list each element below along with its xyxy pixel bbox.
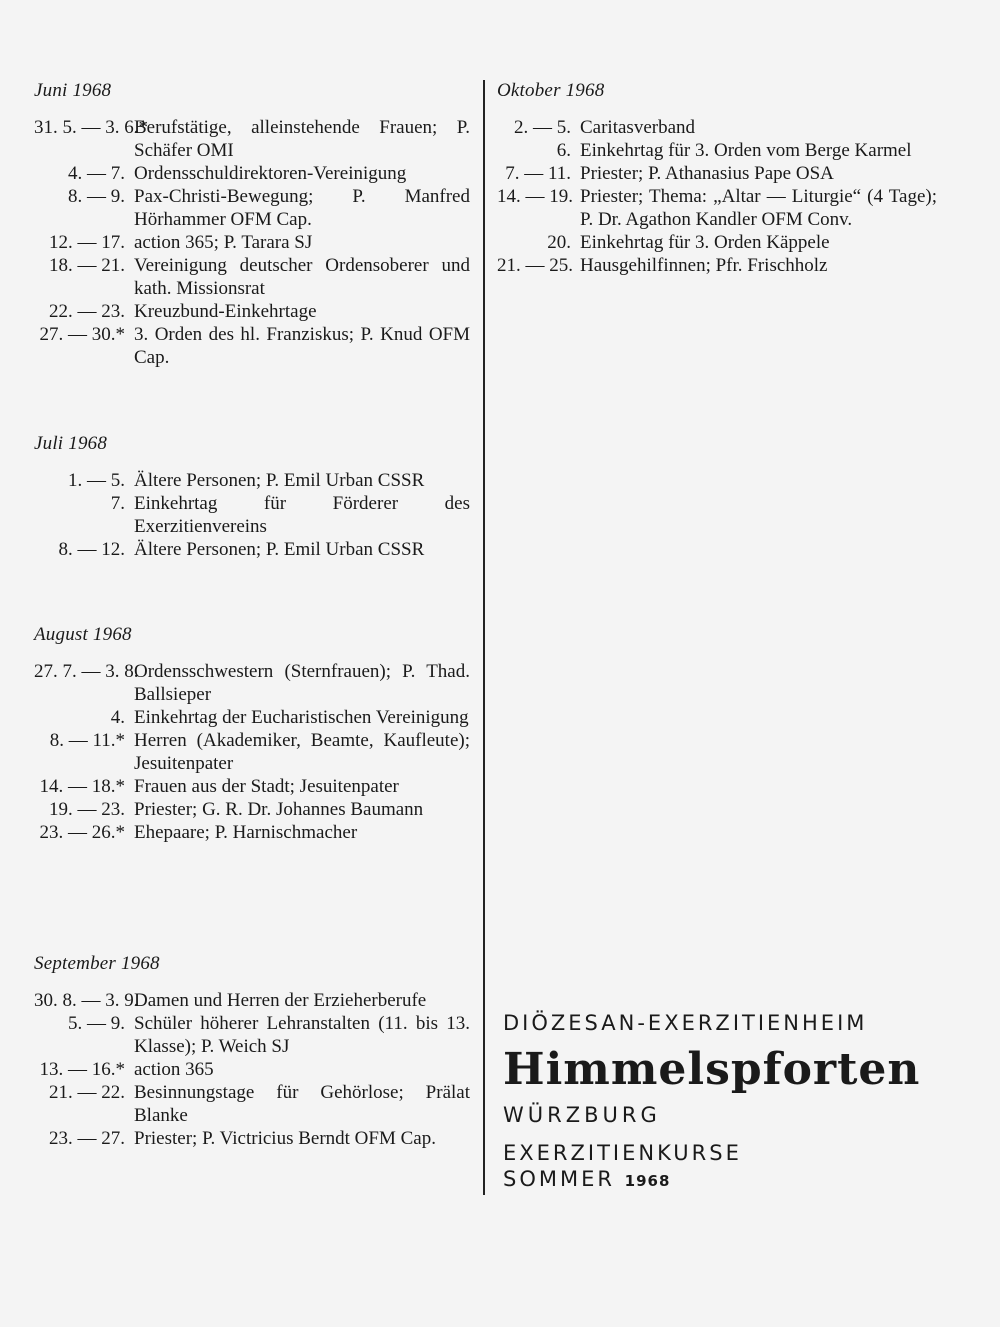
entry-description: Einkehrtag der Eucharistischen Vereinigung xyxy=(134,707,469,728)
column-divider xyxy=(483,80,485,1195)
schedule-entry xyxy=(34,116,470,162)
entry-description: 3. Orden des hl. Franziskus; P. Knud OFM Cap. xyxy=(134,324,470,368)
schedule-entry xyxy=(34,729,470,775)
section-juni xyxy=(34,80,470,369)
imprint-season xyxy=(503,1166,943,1194)
schedule-entry xyxy=(34,1012,470,1058)
entry-date: 2. — 5. xyxy=(514,117,571,138)
schedule-entry xyxy=(497,139,937,162)
entry-date: 21. — 22. xyxy=(49,1082,125,1103)
entry-date: 31. 5. — 3. 6.* xyxy=(34,117,148,138)
entry-date: 12. — 17. xyxy=(49,232,125,253)
section-juli xyxy=(34,433,470,561)
entry-date: 20. xyxy=(547,232,571,253)
entry-description: Schüler höherer Lehranstalten (11. bis 13. Klasse); P. Weich SJ xyxy=(134,1013,470,1057)
section-heading: Juli 1968 xyxy=(34,433,108,454)
schedule-entry xyxy=(34,492,470,538)
schedule-entry xyxy=(34,231,470,254)
entry-description: Priester; P. Athanasius Pape OSA xyxy=(580,163,834,184)
entry-description: action 365 xyxy=(134,1059,214,1080)
entry-description: Ältere Personen; P. Emil Urban CSSR xyxy=(134,539,425,560)
schedule-entry xyxy=(34,538,470,561)
entry-date: 19. — 23. xyxy=(49,799,125,820)
entry-description: Herren (Akademiker, Beamte, Kaufleute); Jesuitenpater xyxy=(134,730,470,774)
entry-date: 1. — 5. xyxy=(68,470,125,491)
section-oktober xyxy=(497,80,937,277)
entry-description: Hausgehilfinnen; Pfr. Frischholz xyxy=(580,255,828,276)
imprint-courses: EXERZITIENKURSE xyxy=(503,1141,742,1165)
entry-date: 21. — 25. xyxy=(497,255,573,276)
schedule-entry xyxy=(34,1127,470,1150)
entry-description: Ehepaare; P. Harnischmacher xyxy=(134,822,358,843)
schedule-entry xyxy=(497,231,937,254)
schedule-entry xyxy=(34,1081,470,1127)
schedule-entry xyxy=(34,300,470,323)
schedule-entry xyxy=(497,116,937,139)
entry-date: 27. 7. — 3. 8. xyxy=(34,661,139,682)
schedule-entry xyxy=(34,775,470,798)
schedule-entry xyxy=(34,798,470,821)
entry-description: Pax-Christi-Bewegung; P. Manfred Hörhammer OFM Cap. xyxy=(134,186,470,230)
section-heading: Juni 1968 xyxy=(34,80,112,101)
entry-date: 8. — 12. xyxy=(58,539,125,560)
entry-description: Besinnungstage für Gehörlose; Prälat Blanke xyxy=(134,1082,470,1126)
entry-description: Einkehrtag für 3. Orden Käppele xyxy=(580,232,830,253)
entry-date: 8. — 11.* xyxy=(49,730,125,751)
entry-date: 4. xyxy=(110,707,125,728)
entry-date: 14. — 19. xyxy=(497,186,573,207)
entry-date: 18. — 21. xyxy=(49,255,125,276)
entry-description: Vereinigung deutscher Ordensoberer und kath. Missionsrat xyxy=(134,255,470,299)
imprint-title: Himmelspforten xyxy=(503,1044,921,1095)
entry-description: Kreuzbund-Einkehrtage xyxy=(134,301,317,322)
entry-description: Damen und Herren der Erzieherberufe xyxy=(134,990,427,1011)
entry-description: Priester; G. R. Dr. Johannes Baumann xyxy=(134,799,424,820)
entry-list xyxy=(497,116,937,277)
entry-date: 23. — 27. xyxy=(49,1128,125,1149)
entry-description: Priester; P. Victricius Berndt OFM Cap. xyxy=(134,1128,436,1149)
entry-date: 22. — 23. xyxy=(49,301,125,322)
entry-description: Frauen aus der Stadt; Jesuitenpater xyxy=(134,776,399,797)
schedule-entry xyxy=(34,706,470,729)
entry-date: 30. 8. — 3. 9. xyxy=(34,990,139,1011)
schedule-entry xyxy=(497,254,937,277)
schedule-entry xyxy=(34,821,470,844)
schedule-entry xyxy=(34,1058,470,1081)
section-heading: August 1968 xyxy=(34,624,132,645)
section-september xyxy=(34,953,470,1150)
entry-list xyxy=(34,116,470,369)
imprint-block xyxy=(503,1010,943,1194)
entry-description: Priester; Thema: „Altar — Liturgie“ (4 Tage); P. Dr. Agathon Kandler OFM Conv. xyxy=(580,186,937,230)
section-heading: Oktober 1968 xyxy=(497,80,605,101)
entry-date: 4. — 7. xyxy=(68,163,125,184)
entry-description: Ordensschwestern (Sternfrauen); P. Thad. Ballsieper xyxy=(134,661,470,705)
entry-description: Einkehrtag für Förderer des Exerzitienvereins xyxy=(134,493,470,537)
entry-date: 14. — 18.* xyxy=(39,776,125,797)
schedule-entry xyxy=(34,469,470,492)
schedule-entry xyxy=(34,254,470,300)
imprint-season-label: SOMMER xyxy=(503,1167,615,1191)
entry-date: 23. — 26.* xyxy=(39,822,125,843)
entry-description: Ordensschuldirektoren-Vereinigung xyxy=(134,163,407,184)
imprint-institution: DIÖZESAN-EXERZITIENHEIM xyxy=(503,1011,868,1035)
entry-list xyxy=(34,989,470,1150)
imprint-year: 1968 xyxy=(624,1172,671,1190)
entry-list xyxy=(34,660,470,844)
entry-description: Berufstätige, alleinstehende Frauen; P. Schäfer OMI xyxy=(134,117,470,161)
entry-description: Caritasverband xyxy=(580,117,696,138)
schedule-entry xyxy=(34,323,470,369)
entry-date: 13. — 16.* xyxy=(39,1059,125,1080)
entry-date: 6. xyxy=(556,140,571,161)
entry-date: 8. — 9. xyxy=(68,186,125,207)
schedule-entry xyxy=(34,989,470,1012)
schedule-entry xyxy=(34,660,470,706)
entry-description: Ältere Personen; P. Emil Urban CSSR xyxy=(134,470,425,491)
schedule-entry xyxy=(497,162,937,185)
entry-description: action 365; P. Tarara SJ xyxy=(134,232,313,253)
entry-date: 5. — 9. xyxy=(68,1013,125,1034)
entry-description: Einkehrtag für 3. Orden vom Berge Karmel xyxy=(580,140,912,161)
entry-list xyxy=(34,469,470,561)
section-august xyxy=(34,624,470,844)
schedule-entry xyxy=(34,185,470,231)
schedule-entry xyxy=(34,162,470,185)
imprint-city: WÜRZBURG xyxy=(503,1103,661,1127)
entry-date: 7. — 11. xyxy=(505,163,571,184)
entry-date: 7. xyxy=(110,493,125,514)
schedule-entry xyxy=(497,185,937,231)
section-heading: September 1968 xyxy=(34,953,160,974)
entry-date: 27. — 30.* xyxy=(39,324,125,345)
